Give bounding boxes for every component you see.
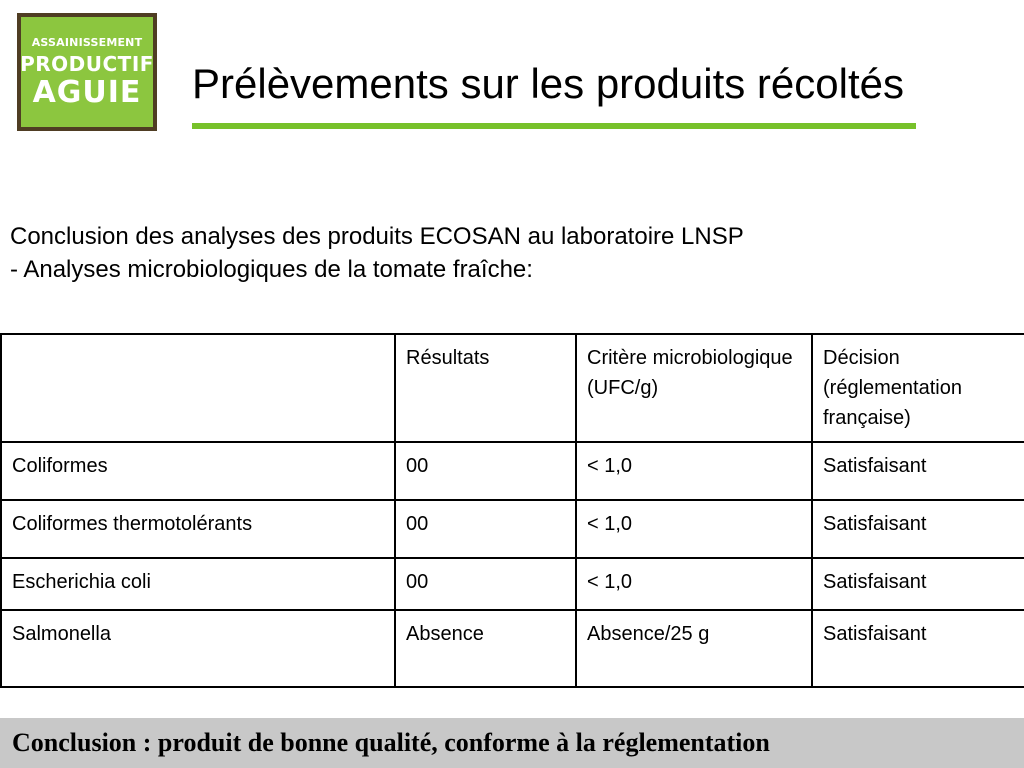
cell-parameter: Coliformes (1, 442, 395, 500)
header-cell-results: Résultats (395, 334, 576, 442)
cell-criterion: < 1,0 (576, 442, 812, 500)
table-row (1, 500, 1024, 558)
conclusion-text: Conclusion : produit de bonne qualité, conforme à la réglementation (12, 728, 770, 757)
header-cell-criterion: Critère microbiologique (UFC/g) (576, 334, 812, 442)
cell-decision: Satisfaisant (812, 442, 1024, 500)
cell-result: Absence (395, 610, 576, 687)
logo-line-1: ASSAINISSEMENT (31, 35, 143, 49)
intro-line-2: - Analyses microbiologiques de la tomate fraîche: (10, 256, 533, 283)
cell-criterion: < 1,0 (576, 558, 812, 610)
intro-line-1: Conclusion des analyses des produits ECOSAN au laboratoire LNSP (10, 223, 744, 250)
logo-line-3: AGUIE (32, 74, 142, 110)
logo-line-2: PRODUCTIF (20, 51, 154, 76)
cell-parameter: Escherichia coli (1, 558, 395, 610)
cell-criterion: < 1,0 (576, 500, 812, 558)
logo (17, 13, 157, 131)
header-cell-decision: Décision (réglementation française) (812, 334, 1024, 442)
cell-criterion: Absence/25 g (576, 610, 812, 687)
cell-parameter: Salmonella (1, 610, 395, 687)
cell-decision: Satisfaisant (812, 610, 1024, 687)
intro-text (10, 220, 744, 286)
table-header-row (1, 334, 1024, 442)
title-underline (192, 123, 916, 129)
cell-decision: Satisfaisant (812, 558, 1024, 610)
table-row (1, 610, 1024, 687)
cell-result: 00 (395, 442, 576, 500)
table-row (1, 442, 1024, 500)
logo-inner (21, 17, 153, 127)
table-row (1, 558, 1024, 610)
cell-result: 00 (395, 500, 576, 558)
cell-parameter: Coliformes thermotolérants (1, 500, 395, 558)
cell-decision: Satisfaisant (812, 500, 1024, 558)
slide-title: Prélèvements sur les produits récoltés (192, 60, 904, 107)
header-cell-empty (1, 334, 395, 442)
conclusion-banner (0, 718, 1024, 768)
cell-result: 00 (395, 558, 576, 610)
results-table (0, 333, 1024, 688)
